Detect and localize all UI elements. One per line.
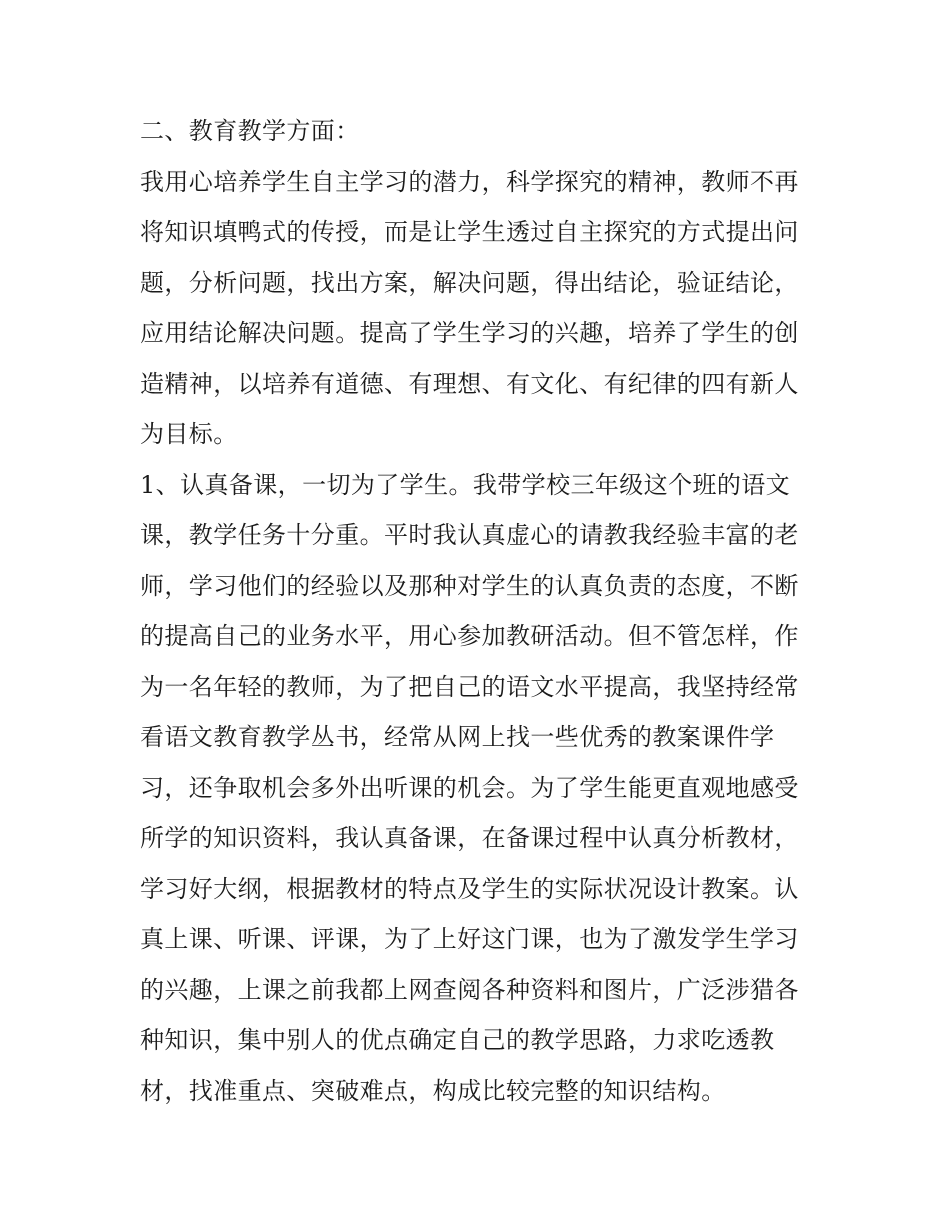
paragraph-line: 将知识填鸭式的传授，而是让学生透过自主探究的方式提出问: [140, 218, 799, 246]
paragraph-line: 造精神，以培养有道德、有理想、有文化、有纪律的四有新人: [140, 369, 799, 398]
paragraph-line: 课，教学任务十分重。平时我认真虚心的请教我经验丰富的老: [140, 521, 799, 549]
paragraph-line: 师，学习他们的经验以及那种对学生的认真负责的态度，不断: [140, 571, 799, 600]
paragraph-self-directed-learning: [140, 157, 820, 460]
paragraph-line: 所学的知识资料，我认真备课，在备课过程中认真分析教材，: [140, 824, 799, 852]
paragraph-line: 学习好大纲，根据教材的特点及学生的实际状况设计教案。认: [140, 874, 799, 903]
paragraph-line: 种知识，集中别人的优点确定自己的教学思路，力求吃透教: [140, 1026, 775, 1054]
paragraph-line: 为目标。: [140, 420, 238, 448]
paragraph-line: 1、认真备课，一切为了学生。我带学校三年级这个班的语文: [140, 470, 791, 499]
paragraph-line: 材，找准重点、突破难点，构成比较完整的知识结构。: [140, 1076, 726, 1105]
document-body: [140, 106, 820, 1116]
paragraph-line: 为一名年轻的教师，为了把自己的语文水平提高，我坚持经常: [140, 672, 799, 701]
paragraph-line: 应用结论解决问题。提高了学生学习的兴趣，培养了学生的创: [140, 319, 799, 347]
paragraph-line: 我用心培养学生自主学习的潜力，科学探究的精神，教师不再: [140, 167, 799, 196]
paragraph-line: 题，分析问题，找出方案，解决问题，得出结论，验证结论，: [140, 268, 799, 297]
paragraph-line: 习，还争取机会多外出听课的机会。为了学生能更直观地感受: [140, 773, 799, 802]
paragraph-line: 的提高自己的业务水平，用心参加教研活动。但不管怎样，作: [140, 622, 799, 650]
paragraph-line: 真上课、听课、评课，为了上好这门课，也为了激发学生学习: [140, 925, 799, 953]
paragraph-line: 看语文教育教学丛书，经常从网上找一些优秀的教案课件学: [140, 723, 775, 751]
paragraph-line: 的兴趣，上课之前我都上网查阅各种资料和图片，广泛涉猎各: [140, 975, 799, 1004]
paragraph-lesson-preparation: [140, 460, 820, 1117]
section-heading: 二、教育教学方面：: [140, 117, 360, 145]
